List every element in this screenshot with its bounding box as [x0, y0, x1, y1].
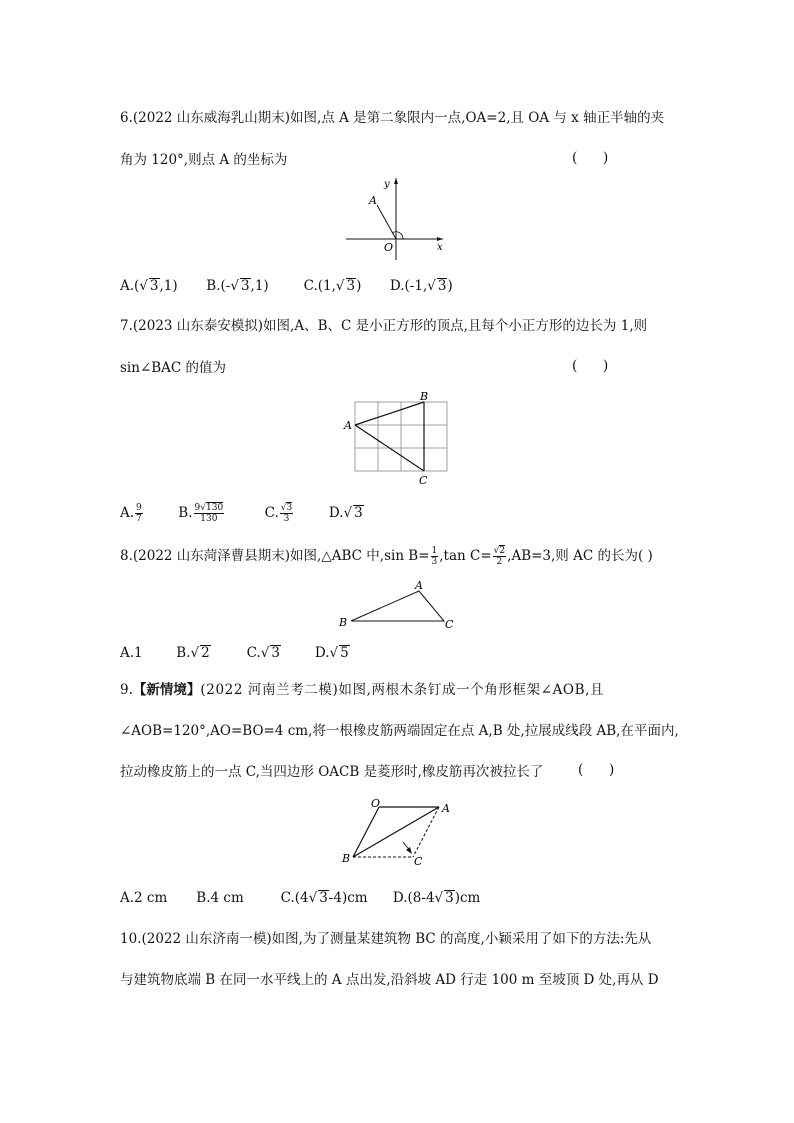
q6-option-d-prefix: D.(-1,	[389, 278, 428, 294]
q9-answer-paren: ( )	[578, 762, 615, 778]
q8-triangle	[351, 591, 444, 621]
q8-line-1	[120, 546, 653, 567]
q9-label-o: O	[371, 797, 381, 810]
q7-label-a: A	[344, 419, 352, 432]
q8-tanc-num: √2	[493, 546, 506, 556]
q9-option-b[interactable]	[196, 888, 276, 908]
q7-grid	[355, 402, 447, 471]
q8-option-d-radicand: 5	[340, 645, 349, 661]
q6-label-y: y	[384, 179, 390, 190]
q8-text-c: ,AB=3,则 AC 的长为( )	[507, 548, 653, 564]
q6-answer-paren: ( )	[572, 150, 609, 166]
q7-line-2: sin∠BAC 的值为	[120, 360, 227, 376]
q9-option-c[interactable]: C.(4√ 3-4)cm	[280, 890, 368, 906]
q7-option-c-num-radicand: 3	[286, 503, 293, 513]
q8-figure	[335, 578, 460, 633]
q7-option-b-num-coef: 9	[194, 503, 201, 513]
q8-text-b: ,tan C=	[439, 548, 492, 564]
q10-line-1: 10.(2022 山东济南一模)如图,为了测量某建筑物 BC 的高度,小颖采用了如下的方法:先从	[120, 931, 652, 947]
q8-option-c[interactable]: C.√ 3	[246, 645, 280, 661]
q7-option-d-radicand: 3	[354, 505, 363, 521]
q7-option-a-prefix: A.	[120, 505, 135, 521]
q6-option-a-radicand: 3	[149, 278, 159, 294]
q9-option-c-radicand: 3	[319, 890, 328, 906]
q9-option-c-prefix: C.(4	[280, 890, 309, 906]
q6-option-a-suffix: ,1)	[159, 278, 178, 294]
q8-tanc-fraction	[493, 546, 506, 567]
q8-tanc-num-radicand: 2	[499, 546, 506, 556]
q7-option-a-fraction	[135, 503, 143, 524]
q9-options	[120, 888, 480, 908]
q6-line-2: 角为 120°,则点 A 的坐标为	[120, 152, 288, 168]
q9-tag: 【新情境】	[132, 682, 201, 698]
q6-y-arrow	[394, 178, 398, 184]
q7-figure	[340, 389, 455, 489]
q6-label-o: O	[384, 241, 394, 254]
q9-line-1-text: (2022 河南兰考二模)如图,两根木条钉成一个角形框架∠AOB,且	[200, 682, 605, 698]
q7-option-b[interactable]	[178, 503, 260, 524]
q9-line-1	[120, 680, 604, 700]
q6-option-b-suffix: ,1)	[250, 278, 269, 294]
q8-option-a-prefix: A.1	[120, 645, 143, 661]
q7-option-c-fraction	[280, 503, 293, 524]
q9-line-2: ∠AOB=120°,AO=BO=4 cm,将一根橡皮筋两端固定在点 A,B 处,拉展成线段 AB,在平面内,	[120, 723, 679, 739]
q6-option-a[interactable]: A.(√ 3,1)	[120, 278, 178, 294]
q6-option-b-radicand: 3	[240, 278, 250, 294]
q7-options	[120, 503, 364, 524]
q9-option-a-text: A.2 cm	[120, 890, 168, 906]
q7-option-a[interactable]	[120, 503, 174, 524]
q7-line-1: 7.(2023 山东泰安模拟)如图,A、B、C 是小正方形的顶点,且每个小正方形的边长为 1,则	[120, 318, 648, 334]
q8-option-d-prefix: D.	[314, 645, 330, 661]
q6-option-c-suffix: )	[356, 278, 362, 294]
q7-option-b-prefix: B.	[178, 505, 193, 521]
q9-option-d-prefix: D.(8-4	[392, 890, 435, 906]
q8-option-b[interactable]: B.√ 2	[176, 645, 210, 661]
q8-option-a[interactable]	[120, 643, 172, 663]
q7-label-c: C	[419, 474, 428, 487]
q7-option-c-den: 3	[283, 514, 290, 524]
q7-option-a-den: 7	[136, 514, 142, 524]
q6-option-b-prefix: B.(-	[206, 278, 231, 294]
q6-line-1: 6.(2022 山东威海乳山期末)如图,点 A 是第二象限内一点,OA=2,且 OA 与 x 轴正半轴的夹	[120, 110, 665, 126]
q6-option-b[interactable]: B.(-√ 3,1)	[206, 278, 269, 294]
q7-answer-paren: ( )	[572, 358, 609, 374]
q7-option-b-den: 130	[200, 514, 218, 524]
q7-option-c-prefix: C.	[264, 505, 279, 521]
q10-line-2: 与建筑物底端 B 在同一水平线上的 A 点出发,沿斜坡 AD 行走 100 m 至坡顶 D 处,再从 D	[120, 972, 659, 988]
q8-sinb-num: 1	[431, 546, 438, 556]
q8-option-b-prefix: B.	[176, 645, 191, 661]
q6-option-c-radicand: 3	[346, 278, 356, 294]
q9-figure	[338, 795, 463, 870]
q7-option-c[interactable]	[265, 503, 325, 524]
q9-label-c: C	[414, 855, 423, 868]
q6-figure	[340, 172, 450, 262]
q7-option-c-num: √3	[280, 503, 293, 513]
q8-option-c-prefix: C.	[246, 645, 261, 661]
q8-options	[120, 643, 350, 663]
q6-option-d-radicand: 3	[437, 278, 447, 294]
q9-line-3: 拉动橡皮筋上的一点 C,当四边形 OACB 是菱形时,橡皮筋再次被拉长了	[120, 764, 544, 780]
q7-option-d-prefix: D.	[328, 505, 344, 521]
q7-segment-ab	[355, 402, 424, 425]
q9-option-c-suffix: -4)cm	[328, 890, 368, 906]
q6-option-c-prefix: C.(1,	[303, 278, 336, 294]
q8-label-c: C	[445, 618, 454, 631]
q7-option-a-num: 9	[136, 503, 142, 513]
q7-option-b-num-radicand: 130	[206, 503, 224, 513]
q8-label-a: A	[415, 579, 423, 592]
q8-option-b-radicand: 2	[201, 645, 210, 661]
q6-segment-oa	[377, 205, 396, 239]
q9-option-a[interactable]	[120, 888, 192, 908]
q6-label-a: A	[369, 194, 377, 207]
q7-option-b-fraction	[194, 503, 225, 524]
q8-option-d[interactable]: D.√ 5	[314, 645, 349, 661]
q6-option-c[interactable]: C.(1,√ 3)	[303, 278, 362, 294]
q8-label-b: B	[339, 616, 348, 629]
q8-sinb-den: 3	[431, 557, 438, 567]
q9-label-a: A	[442, 802, 450, 815]
q8-text-a: 8.(2022 山东菏泽曹县期末)如图,△ABC 中,sin B=	[120, 548, 430, 564]
q6-x-arrow	[437, 237, 443, 241]
q9-label-b: B	[342, 852, 351, 865]
q9-option-d-suffix: )cm	[454, 890, 481, 906]
q7-option-d[interactable]: D.√ 3	[328, 505, 363, 521]
q9-option-d[interactable]: D.(8-4√ 3)cm	[392, 890, 481, 906]
q9-option-b-text: B.4 cm	[196, 890, 244, 906]
q9-number: 9.	[120, 682, 133, 698]
q9-pull-arrowhead	[406, 847, 412, 854]
q7-label-b: B	[420, 390, 429, 403]
q6-option-d[interactable]: D.(-1,√ 3)	[389, 278, 453, 294]
q8-option-c-radicand: 3	[271, 645, 280, 661]
q8-tanc-den: 2	[496, 557, 503, 567]
q6-option-d-suffix: )	[447, 278, 453, 294]
q6-label-x: x	[437, 242, 443, 253]
q9-option-d-radicand: 3	[445, 890, 454, 906]
q6-options	[120, 276, 453, 296]
q6-option-a-prefix: A.(	[120, 278, 140, 294]
q7-option-b-num: 9√130	[194, 503, 224, 513]
q8-sinb-fraction	[431, 546, 439, 567]
